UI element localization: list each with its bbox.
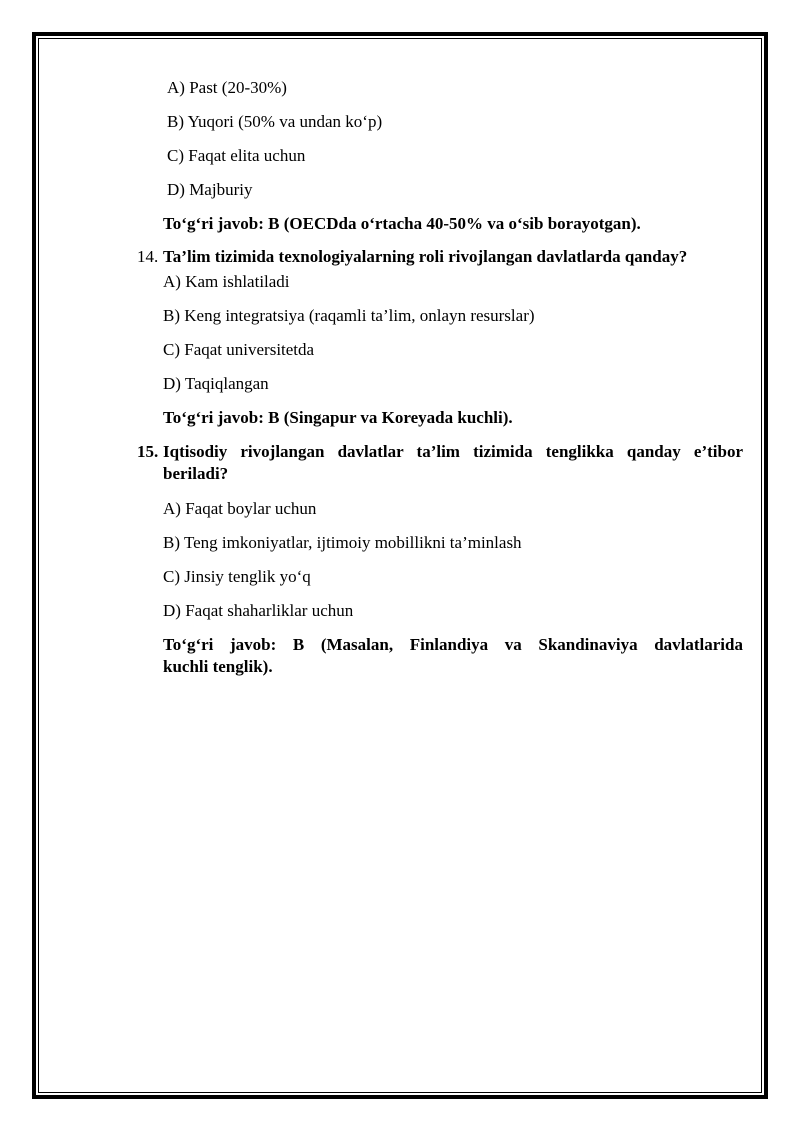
q15-answer-line1: To‘g‘ri javob: B (Masalan, Finlandiya va Skandinaviya davlatlarida [163,635,743,654]
q15-option-d: D) Faqat shaharliklar uchun [163,601,354,620]
q13-option-a: A) Past (20-30%) [167,78,287,97]
q15-number: 15. [137,442,159,461]
q15-option-a: A) Faqat boylar uchun [163,499,317,518]
q14-question: Ta’lim tizimida texnologiyalarning roli rivojlangan davlatlarda qanday? [163,247,688,266]
q14-option-c: C) Faqat universitetda [163,340,315,359]
q14-number: 14. [137,247,159,266]
q14-option-d: D) Taqiqlangan [163,374,269,393]
q15-answer-line2: kuchli tenglik). [163,657,273,676]
q13-option-d: D) Majburiy [167,180,253,199]
q15-question-line1: Iqtisodiy rivojlangan davlatlar ta’lim tizimida tenglikka qanday e’tibor [163,442,743,461]
q14-answer: To‘g‘ri javob: B (Singapur va Koreyada kuchli). [163,408,513,427]
q13-option-b: B) Yuqori (50% va undan ko‘p) [167,112,383,131]
q15-question-line2: beriladi? [163,464,229,483]
q14-option-b: B) Keng integratsiya (raqamli ta’lim, onlayn resurslar) [163,306,535,325]
q15-option-c: C) Jinsiy tenglik yo‘q [163,567,311,586]
q13-option-c: C) Faqat elita uchun [167,146,306,165]
q13-answer: To‘g‘ri javob: B (OECDda o‘rtacha 40-50% va o‘sib borayotgan). [163,214,641,233]
q14-option-a: A) Kam ishlatiladi [163,272,290,291]
q15-option-b: B) Teng imkoniyatlar, ijtimoiy mobillikni ta’minlash [163,533,522,552]
